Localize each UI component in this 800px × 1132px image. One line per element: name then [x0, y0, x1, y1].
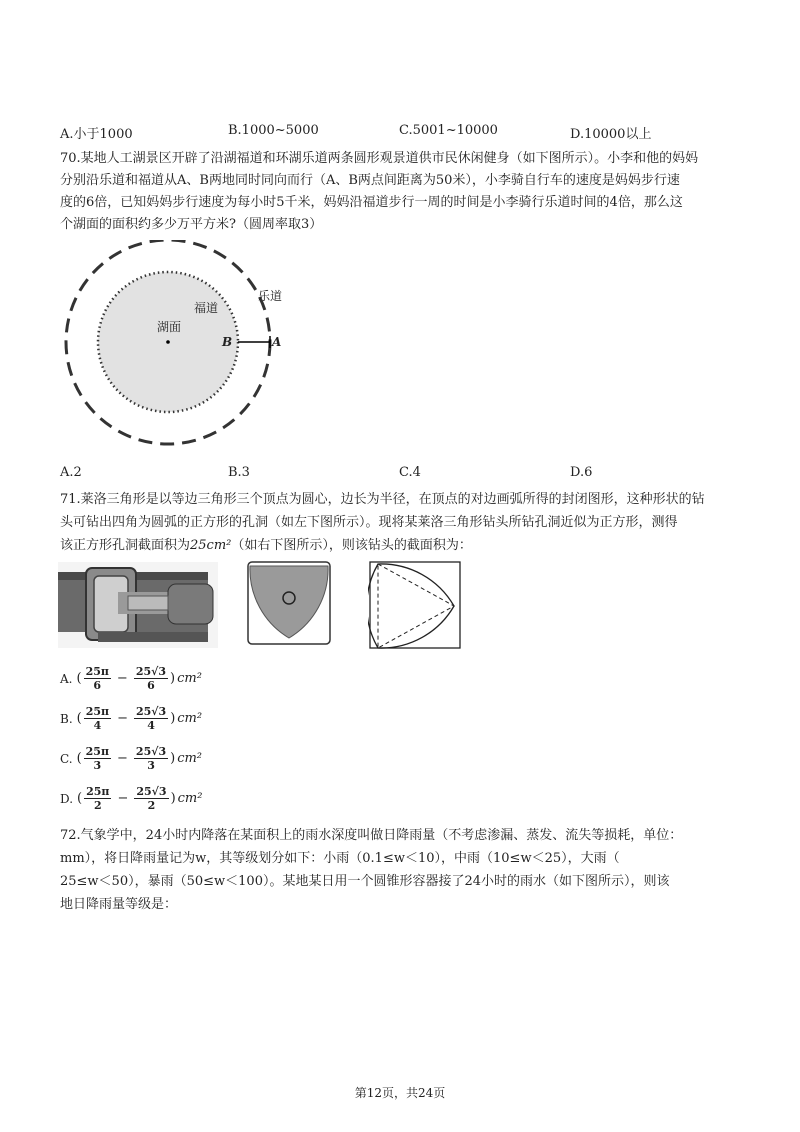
option-label: C. — [60, 751, 73, 766]
q71-area-value: 25cm² — [190, 538, 232, 553]
option-label: D. — [60, 791, 74, 806]
page-footer: 第12页，共24页 — [354, 1086, 446, 1100]
frac-num: 25π — [85, 665, 109, 678]
q71-option-a: A. ( $\frac{25\pi}{6}$ − $\frac{25√3}{6}$ ) cm² — [60, 665, 202, 692]
frac-den: 3 — [93, 759, 102, 772]
q71-option-b: B. ( $\frac{25\pi}{4}$ − $\frac{25√3}{4}$ ) cm² — [60, 705, 203, 732]
q70-line-3: 度的6倍，已知妈妈步行速度为每小时5千米，妈妈沿福道步行一周的时间是小李骑行乐道时间的4倍，那么这 — [60, 195, 683, 210]
q72-line-3: 25≤w＜50），暴雨（50≤w＜100）。某地某日用一个圆锥形容器接了24小时的雨水（如下图所示），则该 — [60, 874, 670, 889]
prev-option-c: C.5001~10000 — [399, 123, 498, 138]
q70-option-a: A.2 — [60, 465, 82, 480]
frac-num: 25√3 — [135, 705, 167, 718]
q71-line-3 — [60, 536, 472, 555]
lake-label: 湖面 — [157, 320, 182, 334]
q71-line-3-tail: （如右下图所示），则该钻头的截面积为： — [231, 538, 472, 553]
point-b-label: B — [222, 335, 233, 349]
frac-den: 6 — [93, 679, 102, 692]
reuleaux-triangle-shape — [250, 566, 328, 638]
frac-num: 25π — [86, 785, 110, 798]
q70-option-d: D.6 — [570, 465, 593, 480]
q71-line-1: 71.莱洛三角形是以等边三角形三个顶点为圆心，边长为半径，在顶点的对边画弧所得的封闭图形，这种形状的钻 — [60, 492, 705, 507]
q70-line-2: 分别沿乐道和福道从A、B两地同时同向而行（A、B两点间距离为50米），小李骑自行车的速度是妈妈步行速 — [60, 173, 680, 188]
q72-line-1: 72.气象学中，24小时内降落在某面积上的雨水深度叫做日降雨量（不考虑渗漏、蒸发、流失等损耗，单位： — [60, 828, 683, 843]
frac-num: 25π — [85, 745, 110, 758]
frac-den: 3 — [147, 759, 155, 772]
frac-den: 4 — [147, 719, 155, 732]
outer-path-label: 乐道 — [258, 289, 283, 303]
q70-line-4: 个湖面的面积约多少万平方米?（圆周率取3） — [60, 217, 323, 232]
option-label: B. — [60, 711, 73, 726]
drill-photo — [58, 562, 218, 648]
q71-line-3-text: 该正方形孔洞截面积为 — [60, 538, 191, 553]
equilateral-triangle — [378, 564, 454, 648]
lake-center-dot — [166, 340, 170, 344]
prev-option-a: A.小于1000 — [60, 127, 133, 142]
point-a-label: A — [272, 335, 282, 349]
q72-line-2: mm），将日降雨量记为w，其等级划分如下：小雨（0.1≤w＜10），中雨（10≤w＜25），大雨（ — [60, 851, 620, 866]
q72-line-4: 地日降雨量等级是： — [60, 897, 178, 912]
frac-num: 25√3 — [135, 665, 167, 678]
unit: cm² — [177, 711, 203, 726]
unit: cm² — [177, 671, 202, 686]
frac-den: 6 — [147, 679, 155, 692]
prev-option-b: B.1000~5000 — [228, 123, 319, 138]
unit: cm² — [177, 751, 203, 766]
reuleaux-drill-section — [246, 560, 332, 646]
unit: cm² — [177, 791, 203, 806]
q70-line-1: 70.某地人工湖景区开辟了沿湖福道和环湖乐道两条圆形观景道供市民休闲健身（如下图所示）。小李和他的妈妈 — [60, 151, 699, 166]
frac-num: 25π — [85, 705, 110, 718]
reuleaux-outline — [368, 564, 454, 648]
frac-num: 25√3 — [136, 785, 167, 798]
q71-option-d: D. ( $\frac{25\pi}{2}$ − $\frac{25√3}{2}$ ) cm² — [60, 785, 203, 812]
prev-option-d: D.10000以上 — [570, 127, 652, 142]
reuleaux-construction-diagram — [368, 560, 464, 652]
square-outline — [370, 562, 460, 648]
frac-den: 2 — [93, 799, 102, 812]
q71-line-2: 头可钻出四角为圆弧的正方形的孔洞（如左下图所示）。现将某莱洛三角形钻头所钻孔洞近似为正方形，测得 — [60, 515, 678, 530]
option-label: A. — [60, 671, 73, 686]
frac-den: 4 — [93, 719, 102, 732]
q70-option-c: C.4 — [399, 465, 421, 480]
frac-num: 25√3 — [135, 745, 167, 758]
inner-path-label: 福道 — [194, 301, 219, 315]
q71-option-c: C. ( $\frac{25\pi}{3}$ − $\frac{25√3}{3}$ ) cm² — [60, 745, 203, 772]
lake-diagram — [60, 240, 320, 460]
q70-option-b: B.3 — [228, 465, 250, 480]
frac-den: 2 — [147, 799, 156, 812]
